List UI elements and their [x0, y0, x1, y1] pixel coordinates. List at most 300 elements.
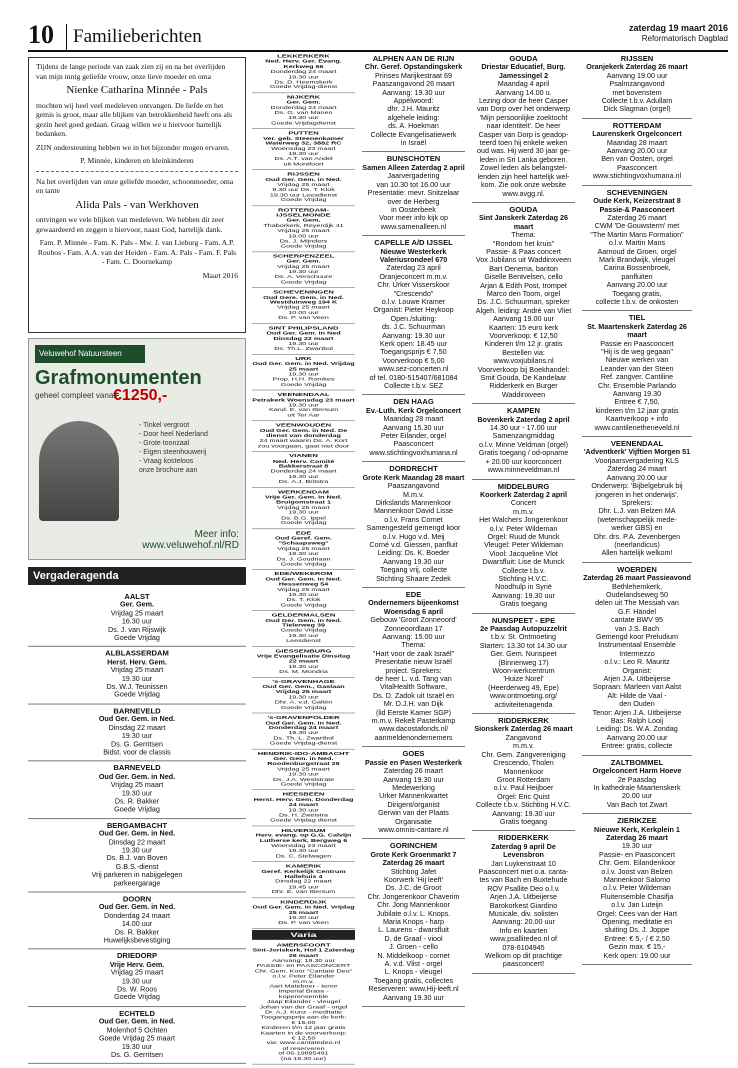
listing-organizer: Oranjekerk Zaterdag 26 maart [586, 62, 688, 72]
listing-organizer: Oud Gere. Gem. in Ned. Westduinweg 194 K [263, 294, 344, 306]
listing-detail: Goede Vrijdag [280, 627, 327, 634]
listing-detail: Zonneoordlaan 17 [384, 623, 443, 633]
listing-detail: Urker Mannenkwartet [379, 791, 448, 801]
listing-entry [252, 826, 355, 862]
listing-detail: uit Ter Aar [287, 412, 320, 418]
listing-detail: Zaterdag 24 maart [607, 464, 667, 474]
listing-place: NIJKERK [286, 94, 321, 100]
listing-place: GORINCHEM [389, 841, 438, 851]
listing-detail: met bovenstem [612, 87, 662, 97]
listing-detail: Medewerking [392, 782, 435, 792]
listing-detail: teerd toen hij enkele weken [479, 138, 568, 148]
listing-detail: Collecte t.b.v. SEZ [384, 381, 443, 391]
listing-place: SCHEVENINGEN [606, 187, 668, 197]
listing-detail: Dhr. A. v.d. Galiën [274, 699, 333, 705]
listing-detail: Gezin max. € 15,- [608, 942, 666, 952]
listing-detail: Goede Vrijdag [280, 781, 327, 787]
listing-detail: Vrijdag 25 maart [110, 968, 164, 977]
advertisement[interactable] [28, 338, 246, 560]
listing-organizer: Petrakerk Woensdag 23 maart [252, 396, 355, 403]
listing-detail: sluiting Ds. J. Joppe [604, 925, 670, 935]
listing-entry [28, 762, 246, 819]
listing-entry [252, 170, 355, 206]
listing-organizer: Herst. Herv. Gem. Donderdag 24 maart [253, 796, 354, 808]
listing-detail: Smit Gouda, De Kandelaar [480, 373, 567, 383]
listing-detail: naar identiteit'. De heer [486, 121, 561, 131]
listing-detail: Zowel leden als belangstel- [479, 163, 568, 173]
listing-organizer: Oud Geref. Gem. "Schaapsweg" [274, 535, 333, 546]
listing-detail: Musicale, div. solisten [488, 909, 559, 918]
listing-entry [582, 311, 692, 437]
listing-detail: www.stichtingvoxhumana.nl [369, 447, 458, 457]
listing-organizer: Sint-Joriskerk, Hof 1 Zaterdag 26 maart [252, 947, 355, 958]
listing-detail: Marco den Toom, orgel [486, 288, 561, 298]
listing-entry [362, 839, 465, 1007]
listing-detail: Paasconcert [393, 439, 434, 449]
listing-detail: Ds. R. Bakker [114, 796, 160, 806]
listing-detail: Aanvang 20.00 uur [606, 732, 668, 742]
listing-organizer: Geref. Kerkelijk Centrum Hallehuis 4 [261, 868, 346, 880]
listing-detail: in Israël [400, 138, 427, 148]
listing-detail: parkeergarage [113, 878, 161, 888]
agenda-heading: Vergaderagenda [28, 567, 246, 585]
listing-detail: Crescendo, Tholen [493, 758, 554, 768]
listing-detail: Goede Vrijdag [114, 992, 160, 1002]
listing-detail: Kinderen t/m 12 jaar gratis [261, 1024, 346, 1031]
listing-organizer: 'Adventkerk' Vijftien Morgen 51 [583, 447, 691, 457]
listing-place: GOUDA [509, 54, 538, 63]
listing-detail: "Hij is de weg gegaan" [601, 347, 673, 356]
listing-entry [28, 950, 246, 1007]
ad-subtitle: geheel compleet vanaf [35, 391, 116, 400]
listing-detail: Dwarsfluit: Lise de Munck [482, 557, 565, 567]
listing-detail: Barokorkest Giardino [489, 900, 558, 910]
listing-detail: Goede Vrijdag [280, 196, 327, 203]
listing-detail: m.m.v. [512, 741, 535, 751]
listing-detail: (na 18.30 uur) [280, 1055, 327, 1062]
listing-detail: Ds. A.T. van Andel [274, 155, 333, 162]
listing-detail: 19.30 uur [288, 371, 319, 377]
listing-detail: 19.30 uur [288, 473, 319, 480]
listing-detail: Presentatie: mevr. Snitzelaar [367, 188, 460, 198]
listing-detail: Ds. G. Gerritsen [111, 739, 163, 749]
listing-detail: Bas: Ralph Looij [610, 716, 664, 726]
listing-organizer: Oud Ger. Gem. in Ned. De dienst van donderdag [259, 427, 348, 439]
listing-detail: Woensdag 23 maart [271, 145, 336, 152]
column-2 [362, 52, 465, 1007]
listing-detail: Aanvang 14.00 u. [495, 87, 552, 97]
listing-detail: Paaszangavond [387, 481, 440, 491]
listing-organizer: Herv. evang. op G.G. Calvijn Lutherse kerk, Bergweg 6 [255, 832, 352, 844]
listing-detail: Vrijdag 25 maart [277, 263, 330, 270]
listing-organizer: 2e Paasdag Autopuzzelrit [480, 624, 567, 633]
listing-detail: of tel. 0180-515407/681084 [369, 372, 458, 382]
listing-place: BARNEVELD [113, 763, 161, 773]
listing-detail: Mannenkoor [503, 766, 544, 776]
listing-entry [252, 647, 355, 678]
listing-detail: m.m.v. [292, 978, 315, 984]
meeting-agenda-list [28, 590, 246, 1064]
listing-detail: Chr. Ensemble Parlando [598, 380, 676, 390]
listing-detail: 10.00 uur [288, 309, 319, 316]
listing-place: KAMERIK [285, 863, 322, 869]
listing-detail: 19.30 uur [288, 509, 319, 516]
listing-place: ECHTELD [119, 1008, 155, 1018]
listing-detail: t.b.v. St. Ontmoeting [491, 632, 556, 642]
ad-feature: - Tinkel vergroot [139, 422, 190, 429]
listing-organizer: Chr. Geref. Opstandingskerk [364, 62, 463, 72]
listing-entry [582, 814, 692, 965]
listing-detail: Voorverkoop bij Boekhandel: [477, 364, 570, 374]
listing-detail: Aanvang: 19.30 uur [382, 87, 445, 97]
listing-detail: Tenor: Arjen J.A. Uitbeijerse [592, 707, 682, 717]
listing-detail: oud was. Hij werd 30 jaar ge- [476, 146, 571, 156]
listing-detail: D. de Graaf - viool [384, 933, 443, 943]
listing-detail: Van Bach tot Zwart [606, 799, 668, 809]
listing-entry [252, 355, 355, 391]
listing-place: GOUDA [509, 204, 538, 214]
listing-detail: Mannenkoor Salomo [603, 874, 671, 884]
listing-detail: Leesdienst [286, 637, 321, 644]
listing-detail: Concert [510, 498, 537, 508]
listing-detail: m.m.v. Rekelt Pasterkamp [371, 716, 456, 726]
listing-detail: Ref. zangver. Cantiline [600, 372, 674, 382]
column-4 [582, 52, 692, 965]
listing-detail: Dhr. L.J. van Belzen MA [598, 506, 676, 516]
listing-detail: ds. A. Hoekman [388, 121, 439, 131]
listing-detail: de heer L. v.d. Tang van [375, 674, 452, 684]
ad-feature: - Grote toonzaal [139, 440, 190, 447]
listing-entry [252, 390, 355, 421]
listing-organizer: Sionskerk Zaterdag 26 maart [474, 724, 573, 734]
listing-entry [252, 488, 355, 529]
listing-detail: Organist: Pieter Heykoop [373, 305, 454, 315]
listing-detail: Ds. T. Klok [286, 596, 321, 603]
listing-detail: Aanvang: 19.30 uur [492, 590, 555, 600]
listing-detail: Aanvang 19.00 uur [606, 70, 668, 80]
listing-detail: Collecte t.b.v. [501, 565, 545, 575]
listing-detail: 14.30 uur - 17.00 uur [489, 423, 558, 433]
listing-detail: Goede Vrijdag 25 maart [98, 1033, 176, 1043]
listing-detail: o.l.v. Martin Mans [608, 238, 666, 248]
listing-detail: Aarnoud de Groen, orgel [597, 246, 677, 256]
listing-detail: www.dacostafonds.nl/ [378, 724, 449, 734]
listing-detail: Algeh. leiding: André van Vliet [475, 305, 572, 315]
thank-you-notice [28, 57, 246, 333]
listing-detail: Goede Vrijdag [280, 560, 327, 567]
listing-detail: Waddinxveen [501, 389, 546, 399]
listing-entry [472, 404, 575, 479]
listing-organizer: Ev.-Luth. Kerk Orgelconcert [366, 405, 461, 415]
listing-detail: Voorjaarsvergadering KLS [595, 455, 679, 465]
listing-detail: Jan Luykenstraat 10 [491, 858, 556, 868]
listing-detail: in Oosterbeek [391, 204, 436, 214]
listing-place: PUTTEN [288, 130, 319, 136]
listing-organizer: Ned. Herv. Ger. Evang. Kerkweg 66 [265, 58, 342, 70]
listing-detail: Aanvang 20.00 uur [606, 472, 668, 482]
listing-detail: Collecte t.b.v. Adullam [601, 96, 673, 106]
listing-entry [252, 749, 355, 790]
listing-detail: Zangavond [505, 732, 542, 742]
listing-detail: Vrijdag 25 maart [110, 665, 164, 675]
listing-entry [252, 324, 355, 355]
listing-detail: Jaarvergadering [387, 171, 440, 181]
listing-detail: Vleugel: Peter Wildeman [483, 540, 564, 550]
listing-detail: Goede Vrijdag [280, 243, 327, 249]
listing-entry [362, 588, 465, 747]
listing-detail: Dirigent/organist [387, 799, 440, 809]
listing-detail: Gratis toegang / od-opname [478, 448, 569, 458]
listing-detail: 078-6104945 [502, 942, 545, 952]
listing-detail: 19.45 uur [288, 883, 319, 890]
listing-organizer: Ger. Gem. in Ned. Roodenburgstraat 29 [267, 755, 340, 767]
listing-place: EDE [295, 529, 312, 536]
listing-place: SCHERPENZEEL [272, 253, 335, 259]
listing-detail: Gebouw 'Groot Zonneoord' [370, 615, 457, 625]
listing-organizer: Driestar Educatief, Burg. Jamessingel 2 [481, 62, 566, 80]
listing-detail: kinderen t/m 12 jaar gratis [595, 405, 679, 415]
listing-detail: Kand. E. van Ittersum [268, 407, 339, 413]
listing-detail: Fluitensemble Chasifja [600, 891, 674, 901]
listing-detail: Chr. Gem. Eilandenkoor [598, 858, 676, 868]
listing-detail: Vrijdag 25 maart [277, 227, 330, 234]
listing-place: KINDERDIJK [280, 899, 327, 905]
listing-detail: Ds. B.J. van Boven [106, 853, 168, 863]
listing-detail: dhr. J.H. Mauritz [387, 104, 440, 114]
listing-detail: (wetenschappelijk mede- [597, 514, 677, 524]
listing-entry [582, 756, 692, 814]
listing-detail: Leiding: Ds. W.A. Zondag [596, 724, 678, 734]
listing-detail: cantate BWV 95 [611, 615, 663, 625]
listing-place: SINT PHILIPSLAND [268, 325, 339, 331]
publication-date: zaterdag 19 maart 2016 [628, 23, 728, 33]
listing-detail: Casper van Dorp is geadop- [478, 129, 569, 139]
listing-detail: Leiding: Ds. K. Boeder [377, 548, 450, 558]
listing-detail: Thema: [511, 230, 536, 240]
ad-title: Grafmonumenten [35, 367, 202, 389]
listing-detail: o.l.v.: Leo R. Mauritz [604, 657, 670, 667]
listing-detail: M.m.v. [402, 489, 425, 499]
listing-detail: Ds. J.C. Schuurman, spreker [477, 297, 570, 307]
listing-detail: Corné v.d. Giessen, panfluit [369, 539, 458, 549]
listing-organizer: Oud Ger. Gem., Gaslaan Vrijdag 25 maart [262, 683, 345, 695]
listing-detail: Zaterdag 26 maart [607, 212, 667, 222]
listing-organizer: Samen Alleen Zaterdag 2 april [362, 162, 465, 172]
listing-detail: Vrijdag 25 maart [277, 504, 330, 510]
listing-detail: Psalmzangavond [609, 79, 665, 89]
notice-paragraph: ontvingen we vele blijken van medeleven. We hebben dit zeer gewaardeerd en zeggen u hiervoor, naast God, hartelijk dank. [36, 215, 225, 234]
listing-detail: Noodhulp in Syrië [495, 582, 552, 592]
listing-detail: Aart Mateboer - tenor [269, 983, 338, 989]
listing-detail: Ds. Th. L. Zwartbol [273, 735, 334, 741]
ad-feature: - Eigen steenhouwerij [139, 449, 207, 456]
listing-detail: Bestellen via: [502, 347, 545, 357]
listing-place: EDE [405, 589, 422, 599]
listing-detail: Samengesteld gemengd koor [366, 523, 461, 533]
listing-detail: Dinsdag 22 maart [275, 878, 332, 885]
listing-detail: Gemengd koor Preludium [596, 632, 678, 641]
listing-detail: Samenzangmiddag [492, 431, 555, 441]
varia-heading: Varia [252, 930, 355, 940]
listing-organizer: Ned. Herv. Comité Bakkerstraat 8 [272, 458, 335, 469]
listing-entry [28, 819, 246, 893]
listing-organizer: Oud Ger. Gem. in Ned. Vrijdag 25 maart [252, 360, 355, 372]
listing-detail: Aanvang: 19.30 uur [492, 808, 555, 818]
listing-place: URK [295, 355, 312, 362]
listing-detail: 19.00 uur [288, 232, 319, 239]
listing-detail: www.psallitedeo.nl of [489, 934, 558, 944]
listing-detail: Starten: 13.30 tot 14.30 uur [479, 640, 568, 650]
listing-detail: 19.30 uur [288, 663, 319, 669]
listing-entry [252, 713, 355, 749]
listing-detail: Stichting Jafet [390, 866, 437, 876]
listing-detail: Goede Vrijdag-dienst [269, 84, 338, 90]
listing-detail: o.l.v. Hugo v.d. Meij [382, 531, 445, 541]
divider [36, 171, 238, 172]
listing-detail: Thema: [401, 640, 426, 650]
listing-entry [252, 677, 355, 713]
ad-url[interactable] [35, 529, 239, 551]
listing-detail: 19.30 uur [121, 673, 153, 683]
listing-detail: ds. J.C. Schuurman [381, 322, 446, 332]
listing-detail: 19.30 uur [288, 914, 319, 921]
listing-detail: Kinderen t/m 12 jr. gratis [484, 339, 563, 349]
listing-detail: G.F. Händel [618, 606, 656, 616]
listing-detail: € 12,50 [291, 1035, 316, 1041]
listing-detail: Collecte Evangelisatiewerk [370, 129, 457, 139]
listing-detail: 20.00 uur [621, 791, 653, 801]
listing-detail: kom. Zie ook onze website [480, 180, 567, 190]
listing-detail: Paaszangavond 26 maart [372, 79, 455, 89]
listing-detail: www.samenalleen.nl [380, 221, 447, 231]
listing-organizer: Oud Ger. Gem. in Ned. Hessenweg 54 [265, 576, 342, 587]
listing-detail: 19.30 uur [288, 340, 319, 347]
listing-detail: Maria Knops - harp [382, 917, 445, 926]
listing-detail: 19.30 uur [288, 806, 319, 813]
listing-detail: Vrijdag 25 maart [110, 780, 164, 789]
listing-detail: Woon-werkcentrum [492, 666, 555, 676]
listing-detail: Goede Vrijdag [114, 633, 160, 642]
listing-detail: 19.30 uur [121, 788, 153, 798]
listing-detail: G.B.S.-dienst [115, 861, 159, 871]
ad-link[interactable]: www.veluwehof.nl/RD [142, 540, 239, 551]
listing-detail: Orgel: Eric Quist [497, 791, 550, 801]
listing-detail: www.cantilenetheneveld.nl [594, 422, 680, 432]
listing-detail: tes van Bach en Buxtehude [479, 875, 568, 885]
listing-detail: Collecte t.b.v. Stichting H.V.C. [475, 800, 572, 810]
listing-detail: m.m.v. [512, 506, 535, 516]
notice-signature: Fam. P. Minnée - Fam. K. Pals - Mw. J. van Lieburg - Fam. A.P. Roubos - Fam. A.A. van der Heiden - Fam. A. Pals - Fam. F. Pals - Fam. C. Doornekamp [37, 238, 237, 266]
listing-detail: uit Montfoort [283, 161, 324, 167]
listing-organizer: Ger. Gem. [286, 217, 321, 223]
section-title: Familieberichten [66, 24, 202, 50]
listing-detail: project. Sprekers: [385, 665, 442, 675]
listing-organizer: Oud Ger. Gem. in Ned Dinsdag 22 maart [266, 330, 341, 341]
listing-organizer: Oud Ger. Gem. in Ned. Vrijdag 25 maart [252, 904, 355, 915]
listing-detail: Orgel: Cees van der Hart [597, 908, 677, 918]
listing-detail: 19.30 uur [121, 731, 153, 740]
listing-detail: aanmeldenondernemers [374, 732, 453, 742]
notice-paragraph: Tijdens de lange periode van zaak zien zij en na het overlijden van mijn innig geliefde vrouw, onze lieve moeder en oma [36, 62, 226, 81]
listing-entry [472, 203, 575, 404]
listing-detail: 9.30 uur Ds. T. Klok [272, 186, 335, 193]
listing-entry [252, 790, 355, 826]
listing-detail: 19.30 uur [288, 848, 319, 854]
listing-detail: In kathedrale Maartenskerk [593, 782, 681, 792]
listing-detail: Ds. H. Zweistra [278, 812, 329, 818]
listing-detail: Goede Vrijdag dienst [270, 817, 337, 823]
listing-detail: Entree € 7,50, [614, 397, 660, 407]
ad-feature: - Door heel Nederland [139, 431, 208, 438]
listing-organizer: Oude Kerk, Keizerstraat 8 Passie-& Paasconcert [593, 196, 681, 214]
listing-detail: Bethlehemkerk, [612, 581, 662, 591]
listing-detail: Vrijdag 25 maart [110, 608, 164, 618]
listing-organizer: Oud Ger. Gem. in Ned. [98, 1017, 176, 1026]
listing-detail: lenden zijn heel hartelijk wel- [477, 171, 570, 181]
listing-entry [472, 480, 575, 614]
listing-detail: Vrij parkeren in nabijgelegen [91, 870, 183, 879]
listing-place: WOERDEN [617, 564, 657, 574]
listing-detail: Ds. B.G. Ippel [281, 514, 326, 521]
listing-detail: € 15,00 [291, 1019, 316, 1026]
listing-detail: Goede Vrijdag [280, 602, 327, 608]
ad-feature: onze brochure aan [139, 467, 198, 474]
listing-detail: Chr. Jongerenkoor Chaverim [367, 891, 460, 901]
listing-place: BUNSCHOTEN [386, 154, 441, 164]
listing-entry [472, 52, 575, 203]
listing-detail: leden in Sri Lanka geboren. [479, 154, 568, 164]
listing-detail: 19.30 uur [288, 771, 319, 777]
listing-entry [252, 941, 355, 1065]
listing-entry [362, 395, 465, 462]
listing-entry [252, 252, 355, 288]
listing-detail: Chr. Jong Mannenkoor [377, 900, 450, 910]
listing-detail: Goede Vrijdagdienst [271, 120, 336, 126]
listing-organizer: St. Maartenskerk Zaterdag 26 maart [587, 321, 687, 340]
listing-detail: Instrumentaal Ensemble [598, 640, 676, 650]
listing-place: KAMPEN [507, 406, 540, 416]
listing-place: WERKENDAM [277, 488, 330, 495]
listing-detail: "Hart voor de zaak Israël" [372, 648, 455, 658]
listing-detail: Orgel: Ruud de Munck [487, 531, 560, 541]
listing-detail: Chr. Urker Visserskoor [377, 280, 450, 290]
listing-detail: den Ouden [619, 699, 655, 709]
notice-paragraph: ZIJN ondersteuning hebben we in het bijzonder mogen ervaren. [36, 142, 230, 152]
listing-entry [252, 529, 355, 570]
listing-detail: Ds. D. Zadok uit Israël en [372, 690, 455, 700]
listing-detail: Gratis toegang [499, 599, 548, 609]
listing-entry [582, 119, 692, 186]
listing-detail: Toegang gratis, [612, 288, 662, 298]
listing-detail: Donderdag 24 maart [270, 104, 337, 111]
listing-detail: J. Groen - cello [389, 942, 438, 952]
listing-entry [362, 152, 465, 236]
listing-detail: Ds. W.J. Teunissen [106, 682, 168, 691]
listing-entry [252, 93, 355, 129]
listing-detail: 19.30 uur [121, 976, 153, 986]
listing-detail: over de Herberg [387, 196, 440, 206]
listing-organizer: Ger. Gem. [286, 99, 321, 105]
listing-organizer: Oud Ger. Gem. in Ned. [98, 714, 176, 724]
listing-detail: Mark Brandwijk, vleugel [599, 254, 675, 264]
listing-detail: Ds. J.A. Weststrate [272, 776, 335, 782]
listing-place: 's-GRAVENPOLDER [267, 714, 340, 721]
listing-detail: Vrijdag 25 maart [277, 586, 330, 593]
listing-detail: Woensdag 23 maart [271, 842, 336, 849]
listing-detail: Ds. P. van Veen [278, 919, 329, 926]
listing-detail: Sprekers: [621, 497, 653, 507]
listing-detail: Ger. Gem. Nunspeet [490, 649, 557, 659]
